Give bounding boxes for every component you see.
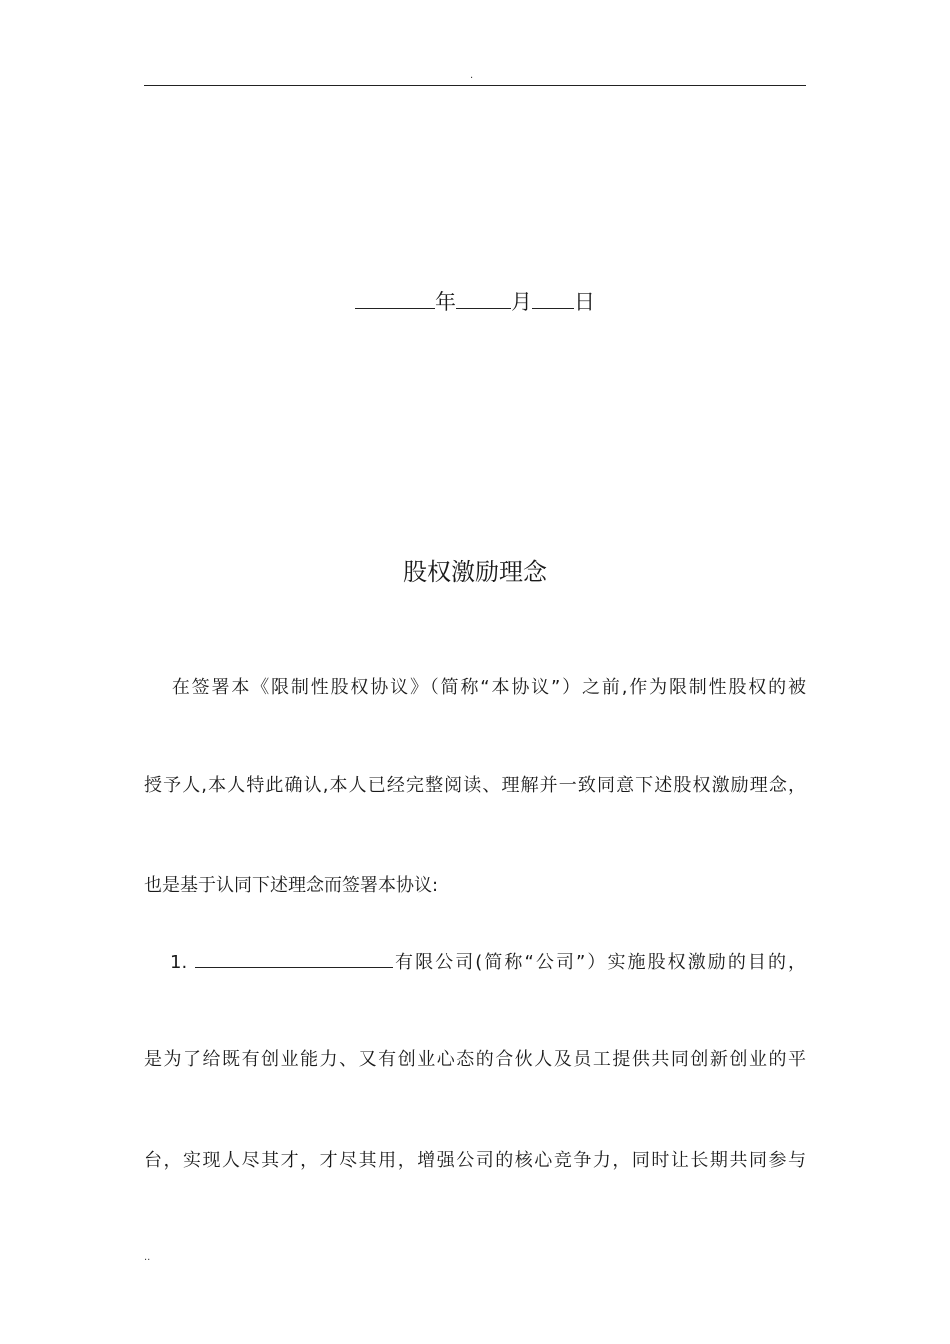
intro-line-3: 也是基于认同下述理念而签署本协议:: [144, 875, 439, 896]
company-name-blank: [195, 949, 393, 968]
item-1-line-3: 台，实现人尽其才，才尽其用，增强公司的核心竞争力，同时让长期共同参与: [144, 1150, 806, 1171]
year-blank: [355, 288, 435, 309]
month-label: 月: [511, 290, 532, 314]
item-1-line-2: 是为了给既有创业能力、又有创业心态的合伙人及员工提供共同创新创业的平: [144, 1049, 806, 1070]
intro-line-1-text: 在签署本《限制性股权协议》（简称“本协议”）之前,作为限制性股权的被: [170, 677, 806, 698]
intro-line-1: [144, 675, 806, 701]
month-blank: [456, 288, 511, 309]
footer-mark: ..: [144, 1252, 151, 1263]
header-mark: .: [470, 70, 474, 81]
year-label: 年: [435, 290, 456, 314]
day-blank: [532, 288, 574, 309]
item-1-number: 1.: [170, 952, 188, 973]
item-1-line-1-text: 有限公司(简称“公司”）实施股权激励的目的，: [392, 952, 807, 973]
intro-line-2: 授予人,本人特此确认,本人已经完整阅读、理解并一致同意下述股权激励理念，: [144, 775, 806, 796]
date-line: [0, 286, 950, 316]
item-1-line-1: [144, 949, 806, 976]
header-rule: [144, 85, 806, 86]
day-label: 日: [574, 290, 595, 314]
document-title: 股权激励理念: [403, 558, 547, 586]
